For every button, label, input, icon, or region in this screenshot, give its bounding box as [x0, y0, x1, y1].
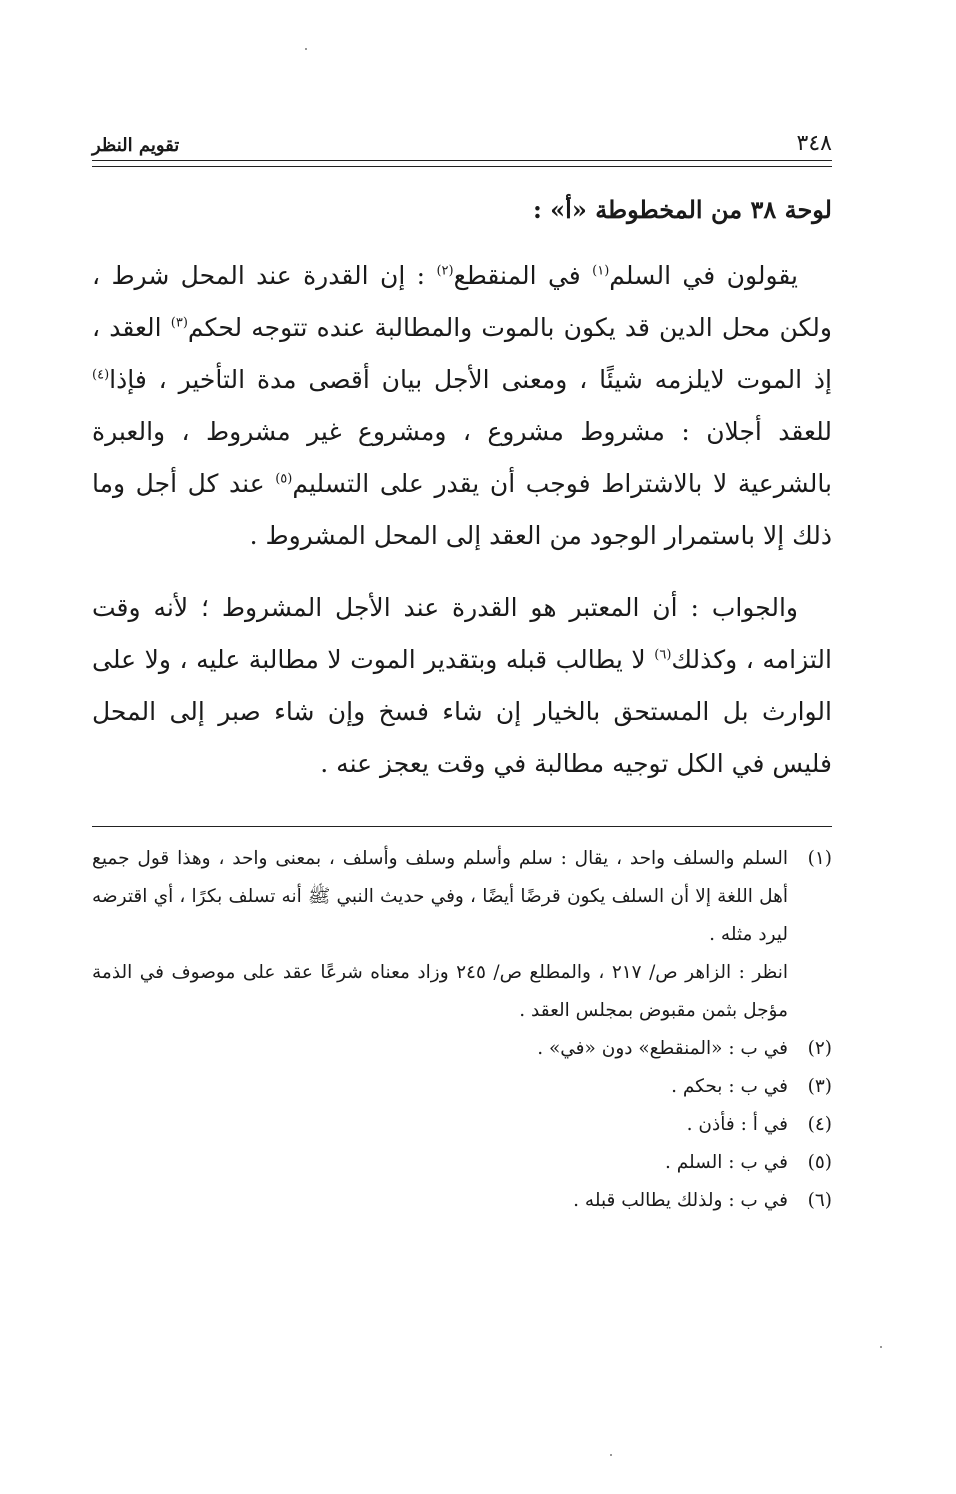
footnote-number: (٥)	[807, 1152, 832, 1173]
running-title: تقويم النظر	[92, 135, 180, 156]
footnote-text: في ب : ولذلك يطالب قبله .	[573, 1190, 788, 1211]
footnote-text: في ب : «المنقطع» دون «في» .	[537, 1038, 788, 1059]
footnote-ref-6: (٦)	[654, 647, 672, 663]
footnote-number: (٣)	[807, 1076, 832, 1097]
footnote-5	[92, 1144, 832, 1182]
footnote-number: (٦)	[807, 1190, 832, 1211]
paragraph-2	[92, 582, 832, 790]
section-heading: لوحة ٣٨ من المخطوطة «أ» :	[532, 195, 832, 224]
text-run: العقد ، إذ الموت لايلزمه شيئًا ، ومعنى الأجل بيان أقصى مدة التأخير ، فإذا	[92, 313, 832, 394]
footnote-ref-3: (٣)	[170, 315, 188, 331]
scan-speck	[880, 1346, 882, 1348]
footnote-3	[92, 1068, 832, 1106]
footnote-number: (٢)	[807, 1038, 832, 1059]
footnote-number: (١)	[807, 848, 832, 869]
paragraph-1	[92, 250, 832, 562]
footnote-2	[92, 1030, 832, 1068]
footnote-ref-4: (٤)	[92, 367, 110, 383]
main-text	[92, 250, 832, 790]
text-run: في المنقطع	[453, 261, 593, 290]
footnote-ref-2: (٢)	[436, 263, 454, 279]
page-number: ٣٤٨	[796, 131, 832, 156]
page-header	[92, 118, 832, 156]
footnote-ref-1: (١)	[592, 263, 610, 279]
footnote-text: السلم والسلف واحد ، يقال : سلم وأسلم وسلف وأسلف ، بمعنى واحد ، وهذا قول جميع أهل اللغة إلا أن السلف يكون قرضًا أيضًا ، وفي حديث النبي ﷺ أنه تسلف بكرًا ، أي اقترضه ليرد مثله .	[92, 848, 788, 945]
text-run: لا يطالب قبله وبتقدير الموت لا مطالبة عليه ، ولا على الوارث بل المستحق بالخيار إن شاء فسخ وإن شاء صبر إلى المحل فليس في الكل توجيه مطالبة في وقت يعجز عنه .	[92, 645, 832, 778]
text-run: عند كل أجل وما ذلك إلا باستمرار الوجود من العقد إلى المحل المشروط .	[92, 469, 832, 550]
footnote-text: في ب : السلم .	[664, 1152, 788, 1173]
footnote-number: (٤)	[807, 1114, 832, 1135]
footnote-1-continuation: انظر : الزاهر ص/ ٢١٧ ، والمطلع ص/ ٢٤٥ وزاد معناه شرعًا عقد على موصوف في الذمة مؤجل بثمن مقبوض بمجلس العقد .	[92, 962, 788, 1021]
footnotes	[92, 840, 832, 1220]
book-page	[92, 0, 832, 1494]
footnote-separator	[92, 826, 832, 827]
footnote-text: في أ : فأذن .	[686, 1114, 788, 1135]
header-double-rule	[92, 160, 832, 167]
footnote-ref-5: (٥)	[275, 471, 293, 487]
footnote-text: في ب : بحكم .	[671, 1076, 788, 1097]
footnote-6	[92, 1182, 832, 1220]
text-run: يقولون في السلم	[609, 261, 799, 290]
text-run: : إن القدرة عند المحل شرط ، ولكن محل الدين قد يكون بالموت والمطالبة عنده تتوجه لحكم	[92, 261, 832, 342]
text-run: والجواب : أن المعتبر هو القدرة عند الأجل المشروط ؛ لأنه وقت التزامه ، وكذلك	[92, 593, 832, 674]
footnote-1	[92, 840, 832, 954]
text-run: للعقد أجلان : مشروط مشروع ، ومشروع غير مشروط ، والعبرة بالشرعية لا بالاشتراط فوجب أن يقدر على التسليم	[92, 417, 832, 498]
footnote-4	[92, 1106, 832, 1144]
